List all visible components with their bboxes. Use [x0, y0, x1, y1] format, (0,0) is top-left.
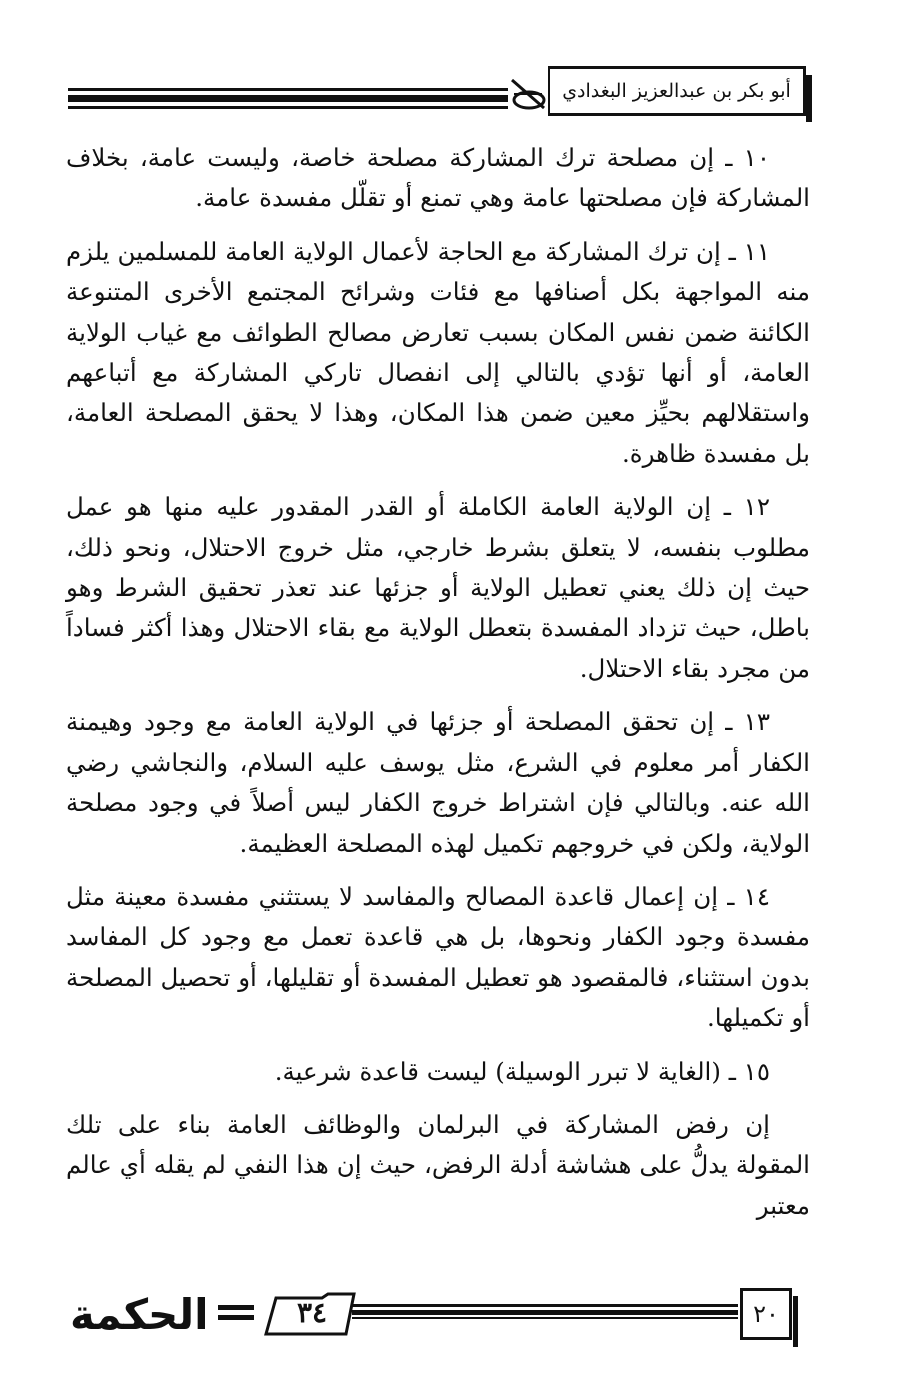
paragraph-13: ١٣ ـ إن تحقق المصلحة أو جزئها في الولاية العامة مع وجود وهيمنة الكفار أمر معلوم في الشرع، مثل يوسف عليه السلام، والنجاشي رضي الله عنه. وبالتالي فإن اشتراط خروج الكفار ليس أصلاً في وجود مصلحة الولاية، ولكن في خروجهم تكميل لهذه المصلحة العظيمة. — [66, 707, 810, 858]
header-author-box — [548, 66, 806, 116]
issue-number: ٣٤ — [296, 1296, 328, 1329]
page-number-box — [740, 1288, 792, 1340]
header-rule — [68, 88, 508, 114]
paragraph-conclusion: إن رفض المشاركة في البرلمان والوظائف العامة بناء على تلك المقولة يدلُّ على هشاشة أدلة الرفض، حيث إن هذا النفي لم يقله أي عالم معتبر — [66, 1109, 810, 1220]
magazine-logo: الحكمة — [70, 1290, 209, 1339]
paragraph-11: ١١ ـ إن ترك المشاركة مع الحاجة لأعمال الولاية العامة للمسلمين يلزم منه المواجهة بكل أصنافها مع فئات وشرائح المجتمع الأخرى المتنوعة الكائنة ضمن نفس المكان بسبب تعارض مصالح الطوائف مع غياب الولاية العامة، أو أنها تؤدي بالتالي إلى انفصال تاركي المشاركة مع أتباعهم واستقلالهم بحيِّز معين ضمن هذا المكان، وهذا لا يحقق المصلحة العامة، بل مفسدة ظاهرة. — [66, 236, 810, 468]
paragraph-10: ١٠ ـ إن مصلحة ترك المشاركة مصلحة خاصة، وليست عامة، بخلاف المشاركة فإن مصلحتها عامة وهي تمنع أو تقلّل مفسدة عامة. — [66, 143, 810, 213]
footer-double-rule — [218, 1305, 254, 1321]
article-body — [66, 138, 810, 1239]
issue-tab — [262, 1292, 358, 1338]
footer-rule — [352, 1304, 738, 1318]
page-number: ٢٠ — [753, 1300, 779, 1328]
paragraph-14: ١٤ ـ إن إعمال قاعدة المصالح والمفاسد لا يستثني مفسدة معينة مثل مفسدة وجود الكفار ونحوها، بل هي قاعدة تعمل مع وجود كل المفاسد بدون استثناء، فالمقصود هو تعطيل المفسدة أو تقليلها، أو تحصيل المصلحة أو تكميلها. — [66, 881, 810, 1033]
paragraph-12: ١٢ ـ إن الولاية العامة الكاملة أو القدر المقدور عليه منها هو عمل مطلوب بنفسه، لا يتعلق بشرط خارجي، مثل خروج الاحتلال، ونحو ذلك، حيث إن ذلك يعني تعطيل الولاية أو جزئها عند تعذر تحقيق الشرط وهو باطل، حيث تزداد المفسدة بتعطل الولاية مع بقاء الاحتلال وهذا أكثر فساداً من مجرد بقاء الاحتلال. — [66, 492, 810, 683]
pen-emblem-icon — [508, 74, 548, 114]
header-author: أبو بكر بن عبدالعزيز البغدادي — [562, 80, 791, 102]
paragraph-15: ١٥ ـ (الغاية لا تبرر الوسيلة) ليست قاعدة شرعية. — [274, 1056, 770, 1086]
